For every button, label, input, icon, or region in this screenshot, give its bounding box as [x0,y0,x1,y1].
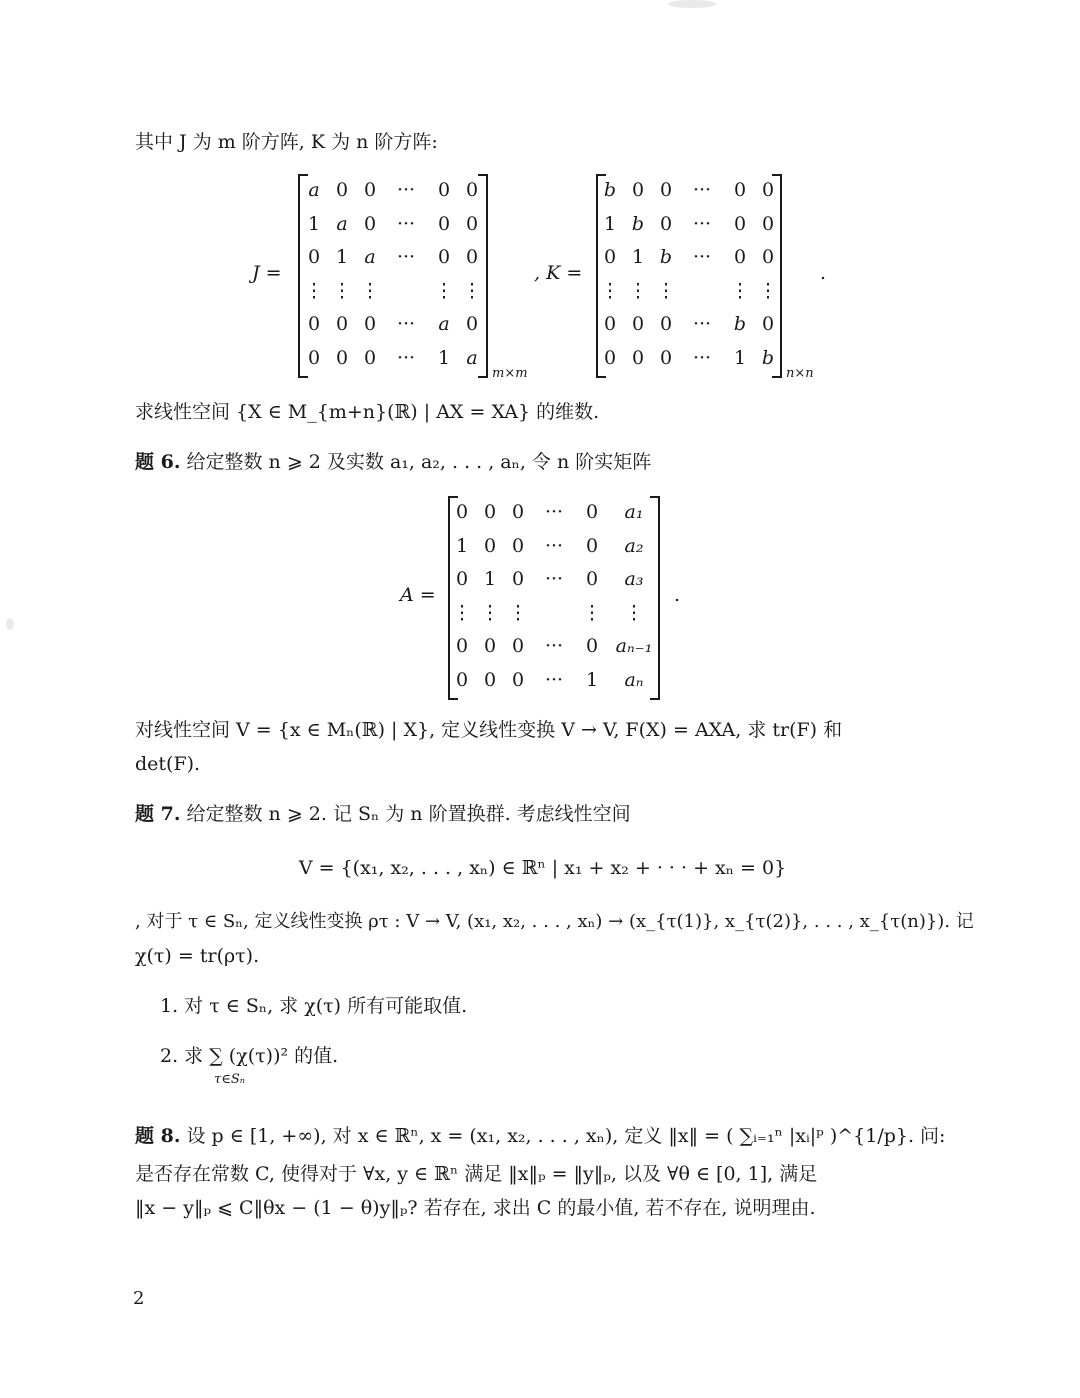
matrix-k-trailing: . [820,262,827,284]
matrix-k-cell-r5-c1: 0 [603,313,617,335]
matrix-a-cell-r2-c3: 0 [511,534,525,557]
matrix-j-cell-r4-c1: ⋮ [304,279,324,302]
matrix-k-cell-r3-c1: 0 [603,246,617,268]
matrix-j-cell-r2-c4: ··· [396,212,416,235]
matrix-k-cell-r1-c4: ··· [692,179,712,201]
matrix-j-cell-r1-c6: 0 [465,179,479,201]
matrix-k-cell-r4-c1: ⋮ [600,279,620,302]
matrix-a-cell-r2-c1: 1 [455,534,469,557]
scan-smudge [668,0,716,8]
matrix-a-cell-r5-c2: 0 [483,635,497,657]
matrix-k-cell-r1-c3: 0 [659,179,673,201]
matrix-j-size: m×m [492,366,528,381]
matrix-k-cell-r2-c2: b [631,212,645,235]
matrix-a-cell-r1-c5: 0 [585,501,599,523]
matrix-k-cell-r3-c6: 0 [761,246,775,268]
matrix-k-cell-r4-c2: ⋮ [628,279,648,302]
matrix-k-cell-r3-c5: 0 [733,246,747,268]
matrix-k-cell-r1-c1: b [603,179,617,201]
matrix-k-cell-r5-c5: b [733,313,747,335]
problem-7-line-1: , 对于 τ ∈ Sₙ, 定义线性变换 ρτ : V → V, (x₁, x₂, . . . , xₙ) → (x_{τ(1)}, x_{τ(2)}, . . . , x_{τ(n)}). 记 [135,911,974,932]
matrix-a-cell-r5-c3: 0 [511,635,525,657]
matrix-a-cell-r3-c2: 1 [483,568,497,590]
matrix-j-cell-r6-c4: ··· [396,346,416,369]
matrix-a-cell-r6-c3: 0 [511,668,525,691]
matrix-k-cell-r2-c6: 0 [761,212,775,235]
matrix-k-cell-r5-c4: ··· [692,313,712,335]
matrix-a-cell-r4-c3: ⋮ [508,601,528,624]
matrix-a-cell-r6-c1: 0 [455,668,469,691]
problem-8-line-1 [135,1124,950,1148]
matrix-a-cell-r1-c4: ··· [544,501,564,523]
matrix-k-cell-r1-c5: 0 [733,179,747,201]
matrix-j-cell-r5-c1: 0 [307,313,321,335]
problem-6-heading: 题 6. [135,451,181,473]
matrix-a-cell-r6-c4: ··· [544,668,564,691]
matrix-k-cell-r3-c4: ··· [692,246,712,268]
problem-8-heading: 题 8. [135,1125,181,1147]
matrix-j-cell-r5-c6: 0 [465,313,479,335]
problem-6-text: 给定整数 n ⩾ 2 及实数 a₁, a₂, . . . , aₙ, 令 n 阶实矩阵 [186,451,652,473]
matrix-a-cell-r1-c6: a₁ [624,501,644,523]
matrix-k-cell-r5-c6: 0 [761,313,775,335]
matrix-a-cell-r3-c3: 0 [511,568,525,590]
matrix-a-cell-r2-c4: ··· [544,534,564,557]
problem-6-statement [135,450,950,474]
matrix-a-label: A = [400,584,436,606]
matrix-a-cell-r6-c6: aₙ [624,668,644,691]
matrix-j-cell-r4-c5: ⋮ [434,279,454,302]
matrix-k-cell-r6-c2: 0 [631,346,645,369]
matrix-a-cell-r4-c2: ⋮ [480,601,500,624]
matrix-k-size: n×n [786,366,814,381]
matrix-j-cell-r5-c2: 0 [335,313,349,335]
matrix-j-cell-r4-c2: ⋮ [332,279,352,302]
intro-line: 其中 J 为 m 阶方阵, K 为 n 阶方阵: [135,131,438,153]
matrix-a-cell-r5-c4: ··· [544,635,564,657]
problem-7-item-1: 1. 对 τ ∈ Sₙ, 求 χ(τ) 所有可能取值. [160,995,468,1017]
matrix-k-cell-r4-c6: ⋮ [758,279,778,302]
question-5-ask: 求线性空间 {X ∈ M_{m+n}(ℝ) | AX = XA} 的维数. [135,401,600,423]
matrix-a-cell-r2-c6: a₂ [624,534,644,557]
problem-6-line-1: 对线性空间 V = {x ∈ Mₙ(ℝ) | X}, 定义线性变换 V → V, F(X) = AXA, 求 tr(F) 和 [135,719,843,741]
matrix-j-cell-r3-c3: a [364,246,376,268]
matrix-k-cell-r4-c5: ⋮ [730,279,750,302]
problem-8-line-3: ‖x − y‖ₚ ⩽ C‖θx − (1 − θ)y‖ₚ? 若存在, 求出 C 的最小值, 若不存在, 说明理由. [135,1197,816,1219]
problem-6-line-2: det(F). [135,753,201,775]
matrix-j-cell-r1-c5: 0 [437,179,451,201]
matrix-j-cell-r6-c6: a [466,346,478,369]
matrix-j-cell-r1-c2: 0 [335,179,349,201]
problem-8-line-2: 是否存在常数 C, 使得对于 ∀x, y ∈ ℝⁿ 满足 ‖x‖ₚ = ‖y‖ₚ, 以及 ∀θ ∈ [0, 1], 满足 [135,1163,818,1185]
matrix-j-cell-r2-c2: a [336,212,348,235]
matrix-j-label: J = [252,262,282,284]
problem-7-text: 给定整数 n ⩾ 2. 记 Sₙ 为 n 阶置换群. 考虑线性空间 [186,803,631,825]
matrix-a-cell-r1-c1: 0 [455,501,469,523]
matrix-a-cell-r4-c1: ⋮ [452,601,472,624]
matrix-j-cell-r4-c6: ⋮ [462,279,482,302]
problem-7-sum-subscript: τ∈Sₙ [214,1072,245,1087]
problem-7-item-2: 2. 求 ∑ (χ(τ))² 的值. [160,1045,339,1067]
matrix-k-cell-r6-c4: ··· [692,346,712,369]
matrix-j-cell-r3-c2: 1 [335,246,349,268]
matrix-k-cell-r6-c3: 0 [659,346,673,369]
matrix-a-cell-r1-c3: 0 [511,501,525,523]
matrix-j-cell-r2-c1: 1 [307,212,321,235]
matrix-j-cell-r3-c4: ··· [396,246,416,268]
matrix-k-cell-r3-c3: b [659,246,673,268]
matrix-j-cell-r1-c1: a [308,179,320,201]
matrix-a-cell-r6-c5: 1 [585,668,599,691]
matrix-a-cell-r3-c6: a₃ [624,568,644,590]
matrix-a-cell-r3-c4: ··· [544,568,564,590]
matrix-j-cell-r6-c5: 1 [437,346,451,369]
matrix-k-cell-r2-c3: 0 [659,212,673,235]
problem-7-statement [135,802,950,826]
problem-7-line-2: χ(τ) = tr(ρτ). [135,945,260,967]
matrix-a-cell-r4-c6: ⋮ [624,601,644,624]
matrix-k-label: , K = [534,262,583,284]
matrix-a-cell-r4-c5: ⋮ [582,601,602,624]
matrix-a-cell-r5-c1: 0 [455,635,469,657]
matrix-j-cell-r6-c1: 0 [307,346,321,369]
page-number: 2 [133,1288,145,1309]
matrix-k-cell-r6-c1: 0 [603,346,617,369]
matrix-a-cell-r5-c5: 0 [585,635,599,657]
matrix-a-cell-r1-c2: 0 [483,501,497,523]
matrix-a-cell-r3-c1: 0 [455,568,469,590]
matrix-j-cell-r6-c3: 0 [363,346,377,369]
matrix-j-cell-r3-c6: 0 [465,246,479,268]
matrix-j-cell-r3-c5: 0 [437,246,451,268]
matrix-j-cell-r2-c6: 0 [465,212,479,235]
matrix-k-cell-r6-c5: 1 [733,346,747,369]
matrix-k-cell-r2-c1: 1 [603,212,617,235]
matrix-j-cell-r6-c2: 0 [335,346,349,369]
matrix-j-cell-r2-c5: 0 [437,212,451,235]
matrix-k-cell-r4-c3: ⋮ [656,279,676,302]
matrix-j-cell-r4-c3: ⋮ [360,279,380,302]
matrix-a-right-bracket [650,496,660,700]
matrix-j-cell-r5-c4: ··· [396,313,416,335]
matrix-j-cell-r3-c1: 0 [307,246,321,268]
problem-8-text: 设 p ∈ [1, +∞), 对 x ∈ ℝⁿ, x = (x₁, x₂, . . . , xₙ), 定义 ‖x‖ = ( ∑ᵢ₌₁ⁿ |xᵢ|ᵖ )^{1/p}. 问: [186,1125,946,1147]
matrix-a-cell-r3-c5: 0 [585,568,599,590]
matrix-k-cell-r2-c4: ··· [692,212,712,235]
matrix-a-cell-r2-c2: 0 [483,534,497,557]
problem-7-display-equation: V = {(x₁, x₂, . . . , xₙ) ∈ ℝⁿ | x₁ + x₂ + · · · + xₙ = 0} [298,857,787,879]
matrix-k-cell-r2-c5: 0 [733,212,747,235]
matrix-j-cell-r2-c3: 0 [363,212,377,235]
matrix-j-cell-r1-c4: ··· [396,179,416,201]
matrix-k-cell-r5-c3: 0 [659,313,673,335]
matrix-k-cell-r6-c6: b [761,346,775,369]
problem-7-heading: 题 7. [135,803,181,825]
matrix-k-cell-r3-c2: 1 [631,246,645,268]
matrix-k-cell-r1-c6: 0 [761,179,775,201]
scan-smudge [6,618,14,630]
matrix-j-cell-r1-c3: 0 [363,179,377,201]
matrix-k-cell-r1-c2: 0 [631,179,645,201]
matrix-a-trailing: . [674,584,681,606]
matrix-j-cell-r5-c5: a [438,313,450,335]
matrix-a-cell-r2-c5: 0 [585,534,599,557]
matrix-a-cell-r5-c6: aₙ₋₁ [615,635,653,657]
matrix-j-cell-r5-c3: 0 [363,313,377,335]
matrix-k-cell-r5-c2: 0 [631,313,645,335]
matrix-a-cell-r6-c2: 0 [483,668,497,691]
